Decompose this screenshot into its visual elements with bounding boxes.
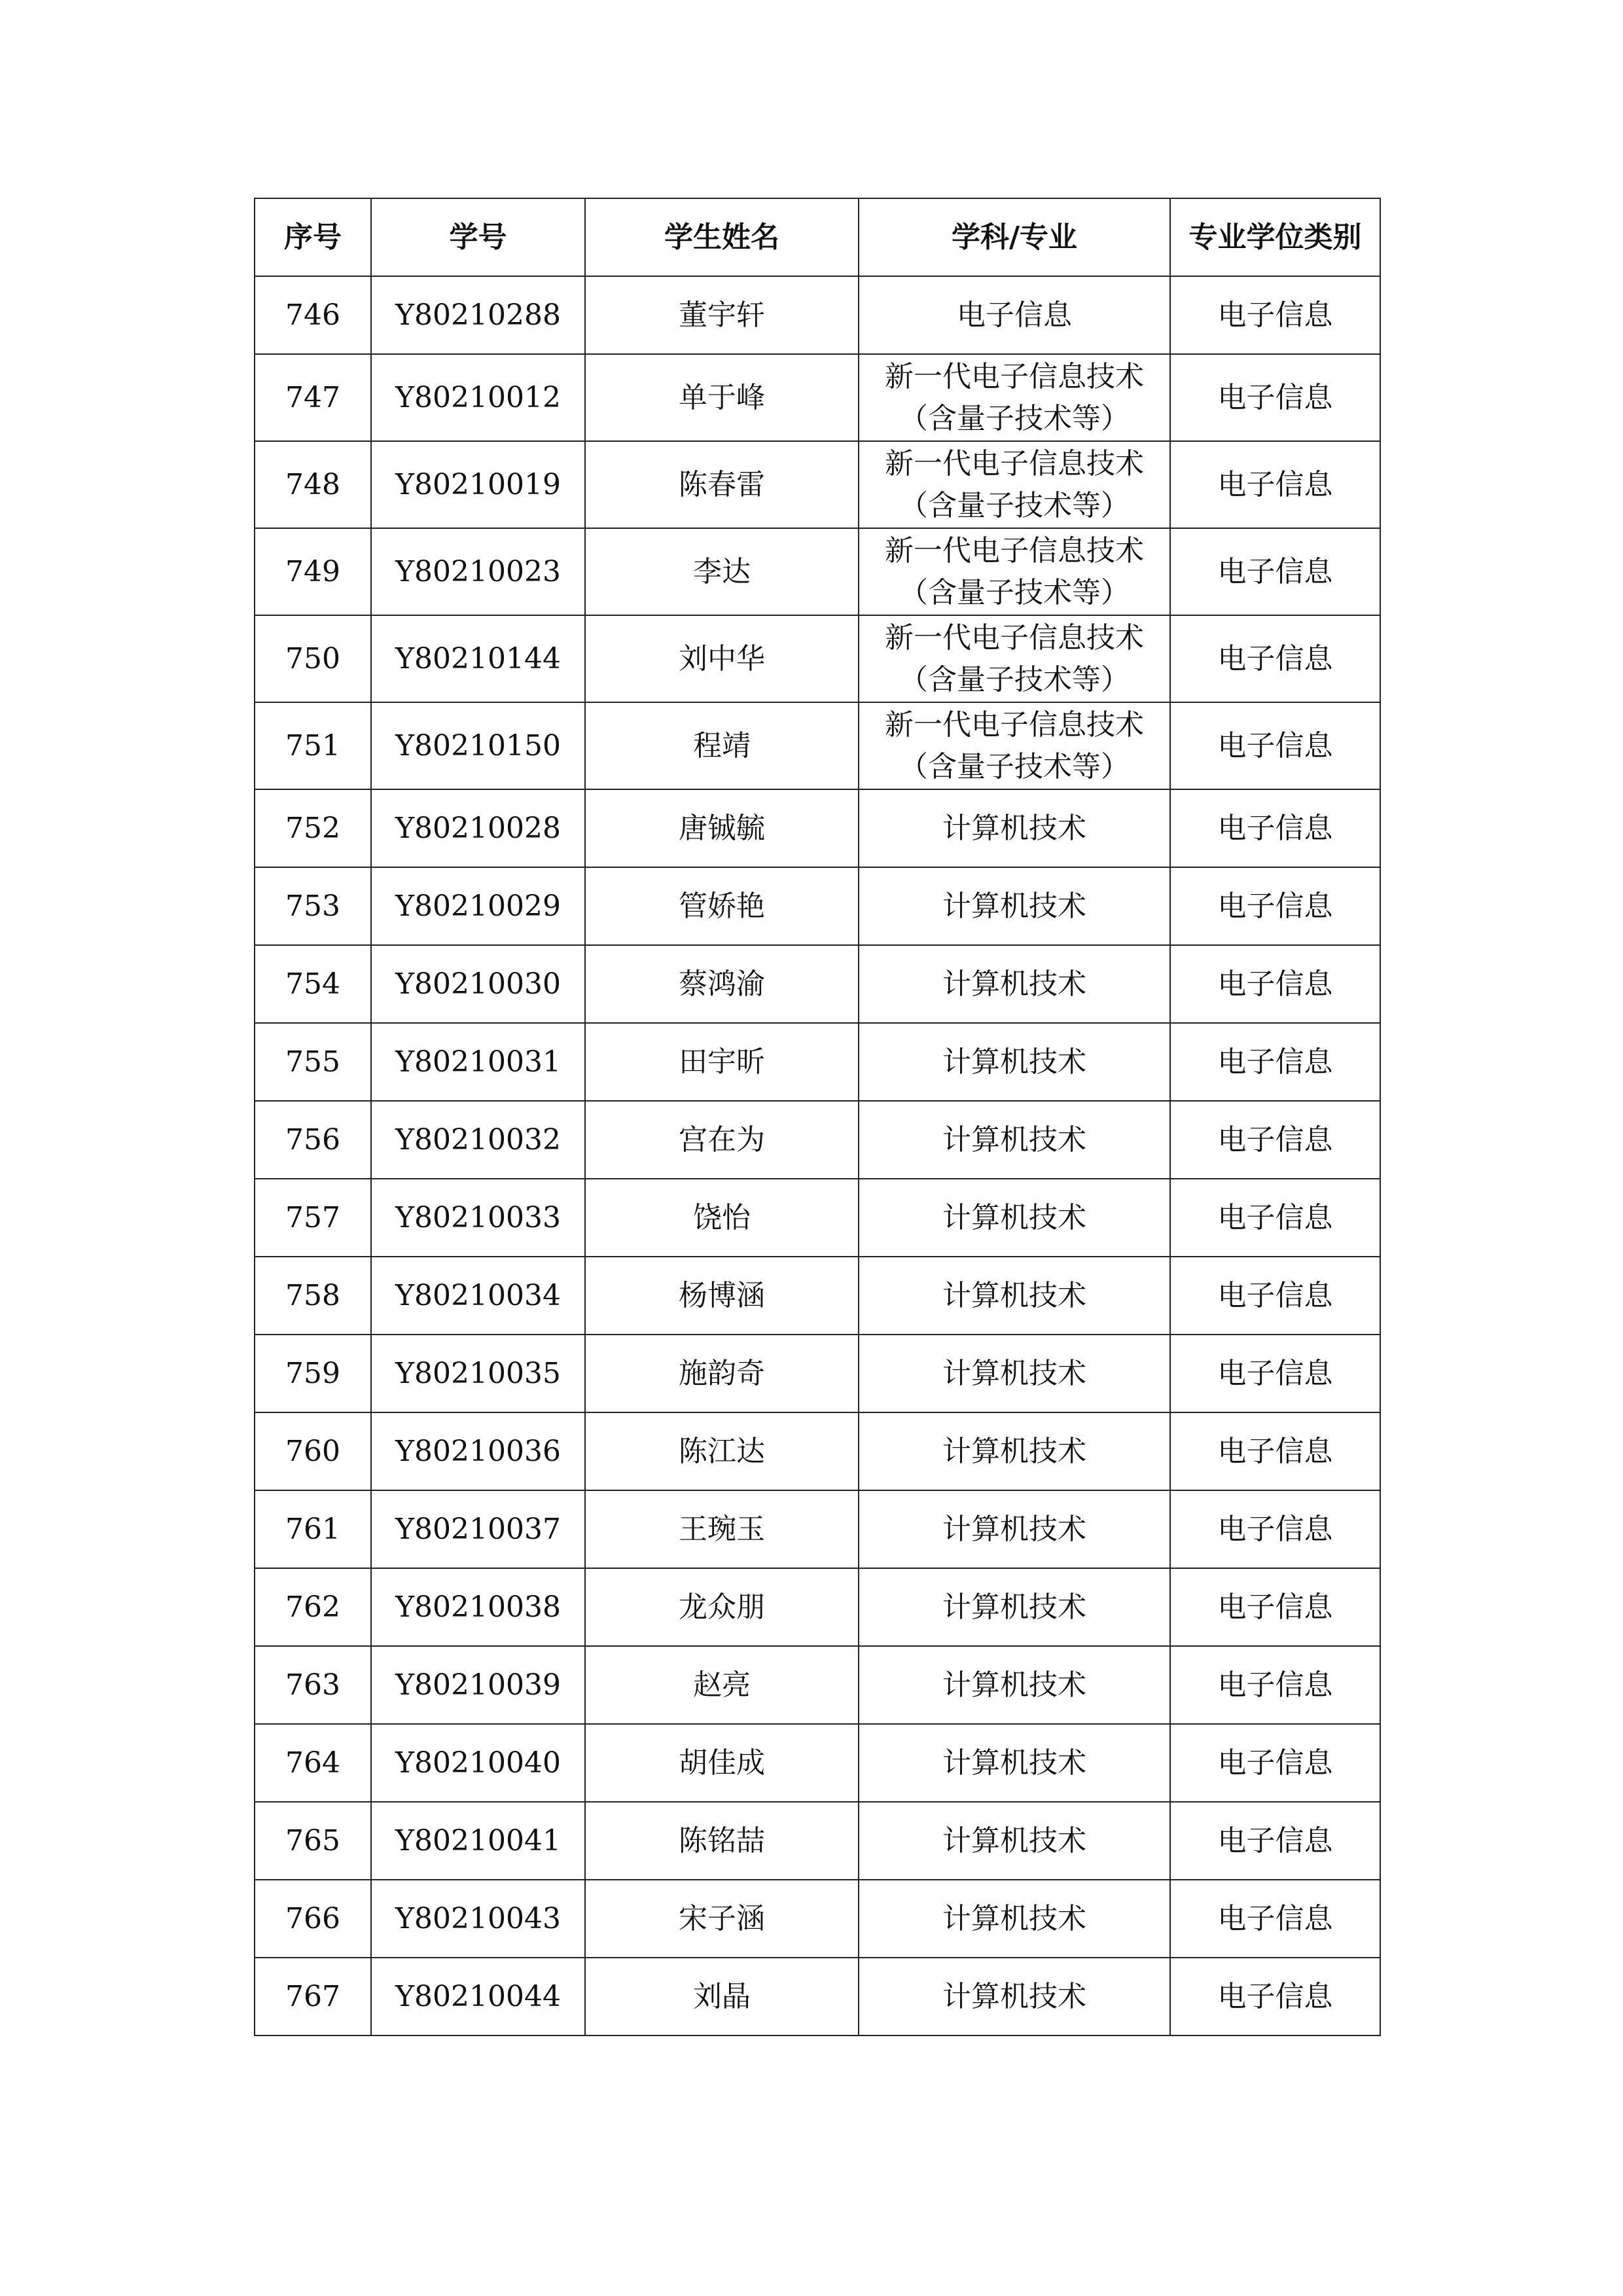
cell-student-id: Y80210039	[371, 1646, 585, 1724]
major-text	[942, 1353, 1086, 1395]
cell-major	[859, 1335, 1170, 1412]
major-line: 计算机技术	[942, 1901, 1086, 1935]
major-text	[885, 617, 1144, 701]
major-line: 计算机技术	[942, 1434, 1086, 1468]
table-row	[255, 1412, 1380, 1490]
cell-degree-category: 电子信息	[1170, 1802, 1380, 1880]
major-line: 计算机技术	[942, 1512, 1086, 1546]
cell-degree-category: 电子信息	[1170, 789, 1380, 867]
cell-degree-category: 电子信息	[1170, 441, 1380, 528]
cell-degree-category: 电子信息	[1170, 1724, 1380, 1802]
table-row	[255, 1880, 1380, 1958]
table-row	[255, 1335, 1380, 1412]
major-text	[942, 1976, 1086, 2018]
cell-major	[859, 1179, 1170, 1257]
cell-student-id: Y80210028	[371, 789, 585, 867]
cell-seq: 762	[255, 1568, 371, 1646]
cell-student-id: Y80210037	[371, 1490, 585, 1568]
table-row	[255, 1646, 1380, 1724]
cell-major	[859, 867, 1170, 945]
cell-student-id: Y80210030	[371, 945, 585, 1023]
cell-student-id: Y80210040	[371, 1724, 585, 1802]
cell-degree-category: 电子信息	[1170, 1880, 1380, 1958]
cell-degree-category: 电子信息	[1170, 1335, 1380, 1412]
cell-seq: 755	[255, 1023, 371, 1101]
table-row	[255, 1568, 1380, 1646]
major-text	[942, 1041, 1086, 1083]
header-major: 学科/专业	[859, 198, 1170, 276]
cell-student-name: 刘晶	[585, 1958, 859, 2036]
major-text	[942, 808, 1086, 850]
cell-student-name: 施韵奇	[585, 1335, 859, 1412]
cell-student-name: 陈春雷	[585, 441, 859, 528]
cell-seq: 754	[255, 945, 371, 1023]
cell-student-id: Y80210144	[371, 615, 585, 702]
major-text	[942, 1587, 1086, 1628]
major-line: 新一代电子信息技术	[885, 620, 1144, 655]
cell-student-name: 饶怡	[585, 1179, 859, 1257]
major-line: 计算机技术	[942, 1823, 1086, 1857]
major-line: 新一代电子信息技术	[885, 359, 1144, 393]
cell-major	[859, 615, 1170, 702]
table-row	[255, 354, 1380, 441]
cell-seq: 747	[255, 354, 371, 441]
cell-student-id: Y80210044	[371, 1958, 585, 2036]
cell-student-id: Y80210288	[371, 276, 585, 354]
major-line: 新一代电子信息技术	[885, 533, 1144, 567]
cell-student-id: Y80210019	[371, 441, 585, 528]
table-row	[255, 1958, 1380, 2036]
cell-student-id: Y80210034	[371, 1257, 585, 1335]
cell-degree-category: 电子信息	[1170, 354, 1380, 441]
cell-seq: 767	[255, 1958, 371, 2036]
cell-student-name: 宫在为	[585, 1101, 859, 1179]
major-line: 电子信息	[957, 298, 1072, 332]
cell-major	[859, 1412, 1170, 1490]
major-text	[942, 1742, 1086, 1784]
major-line: 计算机技术	[942, 1200, 1086, 1234]
major-text	[942, 1898, 1086, 1940]
cell-major	[859, 702, 1170, 789]
cell-seq: 746	[255, 276, 371, 354]
major-line: （含量子技术等）	[899, 488, 1130, 522]
cell-student-id: Y80210038	[371, 1568, 585, 1646]
cell-student-id: Y80210012	[371, 354, 585, 441]
cell-seq: 750	[255, 615, 371, 702]
cell-major	[859, 789, 1170, 867]
cell-seq: 764	[255, 1724, 371, 1802]
cell-degree-category: 电子信息	[1170, 867, 1380, 945]
table-row	[255, 1257, 1380, 1335]
cell-major	[859, 1101, 1170, 1179]
cell-degree-category: 电子信息	[1170, 702, 1380, 789]
cell-seq: 756	[255, 1101, 371, 1179]
cell-student-name: 赵亮	[585, 1646, 859, 1724]
cell-student-name: 刘中华	[585, 615, 859, 702]
major-line: 计算机技术	[942, 1979, 1086, 2013]
table-row	[255, 867, 1380, 945]
table-row	[255, 441, 1380, 528]
cell-degree-category: 电子信息	[1170, 1101, 1380, 1179]
cell-student-name: 杨博涵	[585, 1257, 859, 1335]
cell-degree-category: 电子信息	[1170, 945, 1380, 1023]
major-line: （含量子技术等）	[899, 401, 1130, 435]
header-degree-category: 专业学位类别	[1170, 198, 1380, 276]
cell-student-id: Y80210043	[371, 1880, 585, 1958]
cell-degree-category: 电子信息	[1170, 1023, 1380, 1101]
table-row	[255, 528, 1380, 615]
cell-major	[859, 1568, 1170, 1646]
major-text	[942, 1820, 1086, 1862]
cell-seq: 759	[255, 1335, 371, 1412]
header-student-name: 学生姓名	[585, 198, 859, 276]
major-line: 计算机技术	[942, 1045, 1086, 1079]
cell-major	[859, 354, 1170, 441]
table-row	[255, 1023, 1380, 1101]
cell-student-name: 单于峰	[585, 354, 859, 441]
major-line: 计算机技术	[942, 1278, 1086, 1312]
cell-degree-category: 电子信息	[1170, 528, 1380, 615]
major-text	[942, 963, 1086, 1005]
major-line: 计算机技术	[942, 1356, 1086, 1390]
cell-student-name: 陈江达	[585, 1412, 859, 1490]
cell-major	[859, 276, 1170, 354]
cell-student-name: 唐铖毓	[585, 789, 859, 867]
major-line: 计算机技术	[942, 889, 1086, 923]
major-line: 计算机技术	[942, 1122, 1086, 1157]
cell-major	[859, 945, 1170, 1023]
major-text	[942, 1509, 1086, 1551]
cell-degree-category: 电子信息	[1170, 615, 1380, 702]
cell-seq: 763	[255, 1646, 371, 1724]
cell-seq: 761	[255, 1490, 371, 1568]
major-text	[942, 1664, 1086, 1706]
major-text	[957, 295, 1072, 336]
major-text	[885, 356, 1144, 440]
cell-degree-category: 电子信息	[1170, 1646, 1380, 1724]
cell-student-name: 龙众朋	[585, 1568, 859, 1646]
cell-major	[859, 1646, 1170, 1724]
major-text	[942, 1119, 1086, 1161]
major-text	[942, 1197, 1086, 1239]
cell-degree-category: 电子信息	[1170, 1568, 1380, 1646]
cell-seq: 751	[255, 702, 371, 789]
cell-degree-category: 电子信息	[1170, 276, 1380, 354]
major-line: 新一代电子信息技术	[885, 446, 1144, 480]
table-row	[255, 615, 1380, 702]
cell-student-id: Y80210031	[371, 1023, 585, 1101]
major-text	[885, 704, 1144, 788]
cell-degree-category: 电子信息	[1170, 1412, 1380, 1490]
cell-seq: 758	[255, 1257, 371, 1335]
cell-degree-category: 电子信息	[1170, 1179, 1380, 1257]
cell-seq: 765	[255, 1802, 371, 1880]
cell-student-name: 宋子涵	[585, 1880, 859, 1958]
table-row	[255, 702, 1380, 789]
cell-seq: 752	[255, 789, 371, 867]
cell-major	[859, 1802, 1170, 1880]
table-row	[255, 1724, 1380, 1802]
cell-major	[859, 441, 1170, 528]
cell-student-name: 董宇轩	[585, 276, 859, 354]
major-line: 计算机技术	[942, 1746, 1086, 1780]
cell-student-name: 胡佳成	[585, 1724, 859, 1802]
cell-student-id: Y80210029	[371, 867, 585, 945]
cell-student-name: 程靖	[585, 702, 859, 789]
major-line: 计算机技术	[942, 1668, 1086, 1702]
major-line: 新一代电子信息技术	[885, 708, 1144, 742]
cell-student-name: 李达	[585, 528, 859, 615]
cell-degree-category: 电子信息	[1170, 1490, 1380, 1568]
table-row	[255, 945, 1380, 1023]
major-text	[942, 886, 1086, 927]
cell-student-id: Y80210150	[371, 702, 585, 789]
cell-student-id: Y80210036	[371, 1412, 585, 1490]
cell-student-id: Y80210032	[371, 1101, 585, 1179]
major-line: 计算机技术	[942, 1590, 1086, 1624]
cell-seq: 766	[255, 1880, 371, 1958]
cell-seq: 760	[255, 1412, 371, 1490]
cell-major	[859, 1880, 1170, 1958]
table-row	[255, 1101, 1380, 1179]
table-header-row	[255, 198, 1380, 276]
major-text	[885, 443, 1144, 527]
cell-student-id: Y80210041	[371, 1802, 585, 1880]
cell-seq: 748	[255, 441, 371, 528]
header-seq: 序号	[255, 198, 371, 276]
major-line: 计算机技术	[942, 811, 1086, 845]
student-roster-table	[254, 198, 1381, 2036]
major-text	[885, 530, 1144, 614]
major-line: 计算机技术	[942, 967, 1086, 1001]
cell-seq: 749	[255, 528, 371, 615]
cell-degree-category: 电子信息	[1170, 1257, 1380, 1335]
cell-student-id: Y80210023	[371, 528, 585, 615]
cell-seq: 757	[255, 1179, 371, 1257]
table-row	[255, 789, 1380, 867]
major-text	[942, 1275, 1086, 1317]
cell-student-id: Y80210035	[371, 1335, 585, 1412]
table-body	[255, 276, 1380, 2036]
cell-major	[859, 1023, 1170, 1101]
cell-student-name: 蔡鸿渝	[585, 945, 859, 1023]
cell-student-name: 陈铭喆	[585, 1802, 859, 1880]
cell-degree-category: 电子信息	[1170, 1958, 1380, 2036]
cell-major	[859, 1490, 1170, 1568]
major-line: （含量子技术等）	[899, 662, 1130, 696]
table-row	[255, 1179, 1380, 1257]
header-student-id: 学号	[371, 198, 585, 276]
table-row	[255, 1802, 1380, 1880]
table-row	[255, 1490, 1380, 1568]
cell-major	[859, 1257, 1170, 1335]
major-line: （含量子技术等）	[899, 749, 1130, 783]
major-text	[942, 1431, 1086, 1473]
cell-student-name: 王琬玉	[585, 1490, 859, 1568]
table-row	[255, 276, 1380, 354]
cell-major	[859, 1724, 1170, 1802]
cell-seq: 753	[255, 867, 371, 945]
cell-student-name: 田宇昕	[585, 1023, 859, 1101]
cell-major	[859, 1958, 1170, 2036]
cell-student-id: Y80210033	[371, 1179, 585, 1257]
major-line: （含量子技术等）	[899, 575, 1130, 609]
cell-student-name: 管娇艳	[585, 867, 859, 945]
cell-major	[859, 528, 1170, 615]
